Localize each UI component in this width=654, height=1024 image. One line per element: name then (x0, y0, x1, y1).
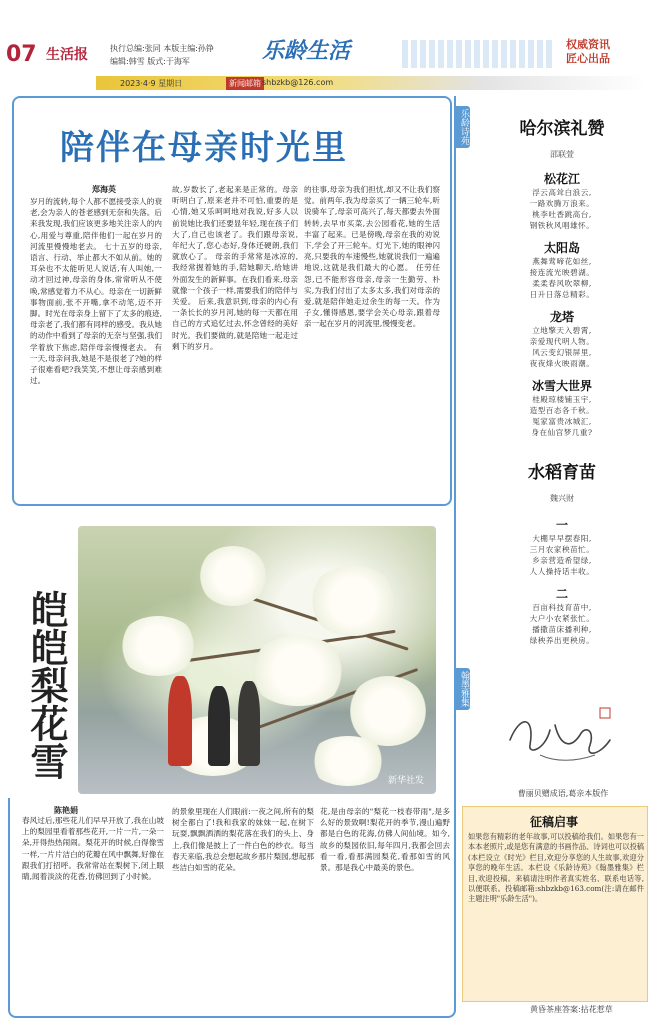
poem-line: 浮云高耸白浪云, (532, 188, 592, 197)
poem1-stanza (488, 170, 636, 231)
article2-author: 陈艳娟 (54, 805, 78, 815)
slogan (566, 38, 610, 66)
poem-line: 钢铁秋风唱雄怀。 (529, 221, 595, 230)
staff-line-2: 编辑:韩雪 版式:于海军 (110, 57, 190, 66)
poem-line: 立地擎天入碧霄, (532, 326, 592, 335)
stanza-title: 太阳岛 (543, 241, 580, 255)
article1-author: 郑海英 (92, 184, 116, 194)
poem2-stanza (488, 585, 636, 646)
poem-line: 身在仙宫梦几重? (531, 428, 593, 437)
poem-line: 夜夜烽火映雨潮。 (529, 359, 595, 368)
poem-line: 冤家富贵冰城汇, (532, 417, 592, 426)
header-ribbon (402, 40, 552, 68)
poem2-author: 魏兴财 (550, 494, 574, 503)
poem-line: 三月农家秧苗忙。 (529, 545, 595, 554)
article1-title: 陪伴在母亲时光里 (60, 128, 348, 168)
poem1-stanza (488, 239, 636, 300)
photo-person (208, 686, 230, 766)
puzzle-answer: 黄昏茶座答案:拈花惹草 (530, 1005, 613, 1014)
article2-title: 皑皑梨花雪 (24, 590, 69, 780)
poem-line: 桂殿琼楼铺玉宇, (532, 395, 592, 404)
news-email: shbzkb@126.com (262, 78, 334, 87)
poem-line: 日升日落总精彩。 (529, 290, 595, 299)
photo-blossom (198, 546, 268, 606)
poem-line: 柔柔春风吹翠柳, (532, 279, 592, 288)
submission-notice-title: 征稿启事 (530, 815, 579, 829)
poem-line: 风云变幻银屏里, (532, 348, 592, 357)
photo-person (168, 676, 192, 766)
calligraphy-caption: 曹丽贝赠成语,葛亲本版作 (517, 789, 609, 798)
calligraphy-artwork (500, 700, 620, 770)
photo-blossom (308, 566, 398, 636)
poem2 (488, 458, 636, 646)
article1-column-1: 岁月的流转,每个人都不愿接受亲人的衰老,会为亲人的苍老感到无奈和失落。后来我发现,我们应该更多地关注亲人的内心,用爱与尊重,陪伴他们一起在岁月的河流里慢慢地老去。 七十五岁的母亲,语言、行动、举止都大不如从前。她的耳朵也不太能听见人说话,有人叫她,一动才回过神,母亲的身体,常常听从不使唤,常感觉着力不从心。母亲在一切新鲜事物面前,张不开嘴,拿不动笔,迈不开脚。时光在母亲身上留下了太多的痕迹,母亲老了,我们都有同样的感受。我从她的动作中看到了母亲的无奈与坚强,我们学着放下焦虑,陪伴母亲慢慢老去。 有一天,母亲问我,她是不是很老了?她的样子很难看吧?我笑笑,不想让母亲感到难过。 (30, 197, 162, 386)
photo-blossom (348, 676, 428, 746)
staff-credits (110, 42, 214, 68)
poem1-stanza (488, 377, 636, 438)
poem-line: 接连流光映碧湖。 (529, 268, 595, 277)
poem-line: 一路欢腾万浪来。 (529, 199, 595, 208)
poem-line: 乡亲营造希望绿, (532, 556, 592, 565)
poem-line: 造型百态各千秋。 (529, 406, 595, 415)
article2-column-1: 春风过后,那些花儿们早早开放了,我在山坡上的梨园里看着那些花开,一片一片,一朵一朵,开得热热闹闹。梨花开的时候,白得像雪一样,一片片洁白的花瓣在风中飘舞,好像在跟我们打招呼。我常常站在梨树下,闭上眼睛,闻着淡淡的花香,仿佛回到了小时候。 (22, 816, 164, 882)
poem-line: 绿秧养出更秧房。 (529, 636, 595, 645)
staff-line-1: 执行总编:张同 本版主编:孙铮 (110, 44, 214, 53)
photo-blossom (248, 636, 348, 706)
section-logo: 乐龄生活 (262, 39, 351, 64)
article2-column-2: 的景象里现在人们眼前:一夜之间,所有的梨树全都白了!我和我家的妹妹一起,在树下玩耍,飘飘洒洒的梨花落在我们的头上、身上,我们像是披上了一件白色的纱衣。每当春天来临,我总会想起故乡那片梨园,想起那些洁白如雪的花朵。 (172, 807, 314, 873)
tab-calligraphy: 翰墨雅集 (456, 668, 470, 710)
poem1-stanza (488, 308, 636, 369)
stanza-title: 一 (555, 518, 568, 532)
photo-blossom (308, 736, 388, 786)
stanza-title: 松花江 (543, 172, 580, 186)
photo-person (238, 681, 260, 766)
poem1 (488, 114, 636, 438)
article1-column-3: 的往事,母亲为我们担忧,却又不让我们察觉。前两年,我为母亲买了一辆三轮车,听说骑车了,母亲可高兴了,每天都要去外面转转,去早市买菜,去公园看花,她的生活丰富了起来。已是傍晚,母亲在我的劝说下,学会了开三轮车。灯光下,她的眼神闪亮,只要我的车速慢些,她就说我们一遍遍地说,这就是我们最大的心愿。 任劳任怨,已不能形容母亲,母亲一生勤劳、朴实,为我们付出了太多太多,我们对母亲的爱,就是陪伴她走过余生的每一天。作为子女,懂得感恩,要学会关心母亲,跟着母亲一起在岁月的河流里,慢慢变老。 (304, 185, 440, 329)
news-email-label: 新闻邮箱 (226, 77, 264, 90)
article2-column-3: 花,是由母亲的"梨花一枝春带雨",是多么好的景致啊!梨花开的季节,漫山遍野都是白色的花海,仿佛人间仙境。如今,故乡的梨园依旧,每年四月,我都会回去看一看,看那满园梨花,看那如雪的风景。那是我心中最美的景色。 (320, 807, 450, 873)
poem-line: 大棚早早摆春阳, (532, 534, 592, 543)
tab-poetry: 乐龄诗苑 (456, 106, 470, 148)
submission-notice-body: 如果您有精彩的老年故事,可以投稿给我们。如果您有一本本老照片,或是您有满意的书画作品、诗词也可以投稿(本栏设立《时光》栏目,欢迎分享您的人生故事,欢迎分享您的晚年生活。本栏设《乐龄诗苑》《翰墨雅集》栏目,欢迎投稿。来稿请注明作者真实姓名、联系电话等,以便联系。投稿邮箱:shbzkb@163.com(注:请在邮件主题注明"乐龄生活")。 (468, 832, 644, 904)
poem-line: 桃李吐香跳高台, (532, 210, 592, 219)
slogan-line-1: 权威资讯 (566, 38, 610, 51)
poem-line: 人人操持话丰收。 (529, 567, 595, 576)
paper-name: 生活报 (46, 47, 88, 63)
slogan-line-2: 匠心出品 (566, 52, 610, 65)
poem-line: 燕舞莺啼花如丝, (532, 257, 592, 266)
poem2-title: 水稻育苗 (528, 463, 596, 483)
stanza-title: 二 (555, 587, 568, 601)
article1-column-2: 故,岁数长了,老起来是正常的。母亲听明白了,原来老并不可怕,重要的是心情,她又乐呵呵地对我说,好多人以前说她比我们还要显年轻,现在孩子们大了,自己也该老了。我们跟母亲说,年纪大了,您心态好,身体还硬朗,我们就放心了。 母亲的手常常是冰凉的,我经常握着她的手,陪她聊天,给她讲外面发生的新鲜事。在我们看来,母亲就像一个孩子一样,需要我们的陪伴与关爱。 后来,我意识到,母亲的内心有一条长长的岁月河,她的每一天都在用自己的方式追忆过去,怀念曾经的美好时光。我们要做的,就是陪她一起走过剩下的岁月。 (172, 185, 298, 351)
poem2-stanza (488, 516, 636, 577)
stanza-title: 冰雪大世界 (531, 379, 592, 393)
poem-line: 百亩科技育苗中, (532, 603, 592, 612)
poem1-author: 邵联萱 (550, 150, 574, 159)
stanza-title: 龙塔 (549, 310, 574, 324)
photo-caption: 新华社发 (387, 776, 424, 786)
pear-blossom-photo (78, 526, 436, 794)
photo-blossom (118, 616, 198, 676)
issue-date: 2023·4·9 星期日 (120, 79, 183, 88)
poem1-title: 哈尔滨礼赞 (519, 119, 605, 139)
poem-line: 播撒苗床播利种, (532, 625, 592, 634)
page-number: 07 (6, 42, 37, 67)
poem-line: 亲爱现代明人物。 (529, 337, 595, 346)
poem-line: 大户小农紧张忙。 (529, 614, 595, 623)
